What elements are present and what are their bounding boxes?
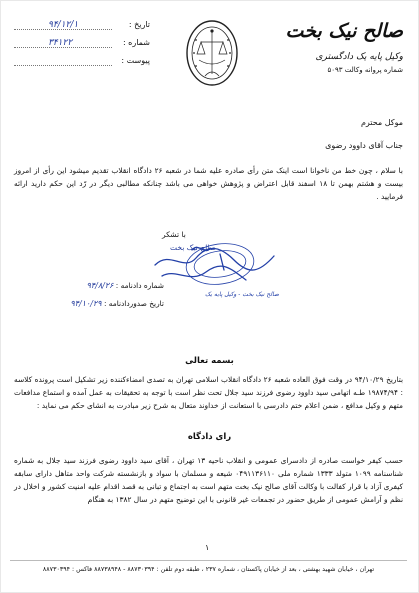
brand-title: وکیل پایه یک دادگستری <box>315 52 403 62</box>
number-value: ۳۴۱۲۲ <box>48 38 73 48</box>
signature-script: صالح نیک بخت - وکیل پایه یک <box>205 291 279 298</box>
intro-paragraph: با سلام ، چون خط من ناخوانا است اینک متن رأی صادره علیه شما در شعبه ۲۶ دادگاه انقلاب تقدیم میشود این رأی از امروز بیست و هشتم بهمن تا ۱۸ اسفند قابل اعتراض و پژوهش خواهی می باشد چنانکه مطالبی دیگر در رّد این حکم دارید ارائه فرمایید . <box>14 166 404 201</box>
date-label: تاریخ : <box>128 20 150 29</box>
attachment-line <box>14 65 112 66</box>
date-value: ۹۴/۱۲/۱ <box>48 20 79 30</box>
bar-association-emblem <box>185 18 239 88</box>
date-row <box>14 16 150 34</box>
bismillah-heading: بسمه تعالی <box>185 356 234 366</box>
court-ruling-heading: رای دادگاه <box>187 432 232 442</box>
regards-text: با تشکر <box>162 230 186 239</box>
license-line: شماره پروانه وکالت ۵۰۹۳ <box>327 66 403 74</box>
issue-date-value: ۹۴/۱۰/۲۹ <box>70 299 102 308</box>
docket-row <box>14 281 164 290</box>
signer-name: صالح نیک بخت <box>170 243 216 252</box>
recipient-salutation: موکل محترم <box>360 118 403 127</box>
verdict-paragraph: بتاریخ ۹۴/۱۰/۲۹ در وقت فوق العاده شعبه ۲۶ دادگاه انقلاب اسلامی تهران به تصدی امضاءکننده زیر تشکیل است پرونده کلاسه : ۱۹۸۷۴/۹۴ طـه اتهامی سید داوود رضوی فرزند سید جلال تحت نظر است با توجه به تحقیقات به عمل آمده و استماع مدافعات متهم و وکیل مدافع ، ضمن اعلام ختم دادرسی با استعانت از خداوند متعال به شرح زیر مبادرت به انشای حکم می نماید : <box>14 375 404 410</box>
number-label: شماره : <box>122 38 150 47</box>
letterhead-footer: تهران ، خیابان شهید بهشتی ، بعد از خیابان پاکستان ، شماره ۲۳۷ ، طبقه دوم تلفن : ۸۸۷۳۰۳۹۴ - ۸۸۷۳۸۹۴۸ فاکس : ۸۸۷۳۰۳۹۴ <box>10 560 407 573</box>
handwritten-signature <box>150 210 280 302</box>
docket-label: شماره دادنامه : <box>115 281 164 290</box>
letter-meta <box>14 16 150 70</box>
date-line <box>14 29 112 30</box>
docket-value: ۹۴/۸/۲۶ <box>86 281 114 290</box>
court-ruling-paragraph: حسب کیفر خواست صادره از دادسرای عمومی و انقلاب ناحیه ۱۳ تهران ، آقای سید داوود رضوی فرزند سید جلال به شماره شناسنامه ۱۰۹۹ متولد ۱۳۳۳ شماره ملی ۰۴۹۱۱۳۶۱۱۰ شیعه و مسلمان با سواد و بازنشسته شرکت واحد متاهل دارای سابقه کیفری آزاد با قرار کفالت با وکالت آقای صالح نیک بخت متهم است به اجتماع و تبانی به قصد اقدام علیه امنیت کشور و اخلال در نظم و آرامش عمومی از طریق حضور در تجمعات غیر قانونی با این توضیح متهم در سال ۱۳۸۲ به هنگام <box>14 456 404 504</box>
issue-date-row <box>14 299 164 308</box>
brand-name: صالح نیک بخت <box>285 20 403 42</box>
attachment-row <box>14 52 150 70</box>
number-line <box>14 47 112 48</box>
issue-date-label: تاریخ صدوردادنامه : <box>103 299 164 308</box>
page-number: ۱ <box>205 543 210 552</box>
recipient-name: جناب آقای داوود رضوی <box>325 141 403 150</box>
number-row <box>14 34 150 52</box>
lawyer-brand <box>283 20 403 74</box>
attachment-label: پیوست : <box>121 56 150 65</box>
signature-block <box>150 210 280 302</box>
